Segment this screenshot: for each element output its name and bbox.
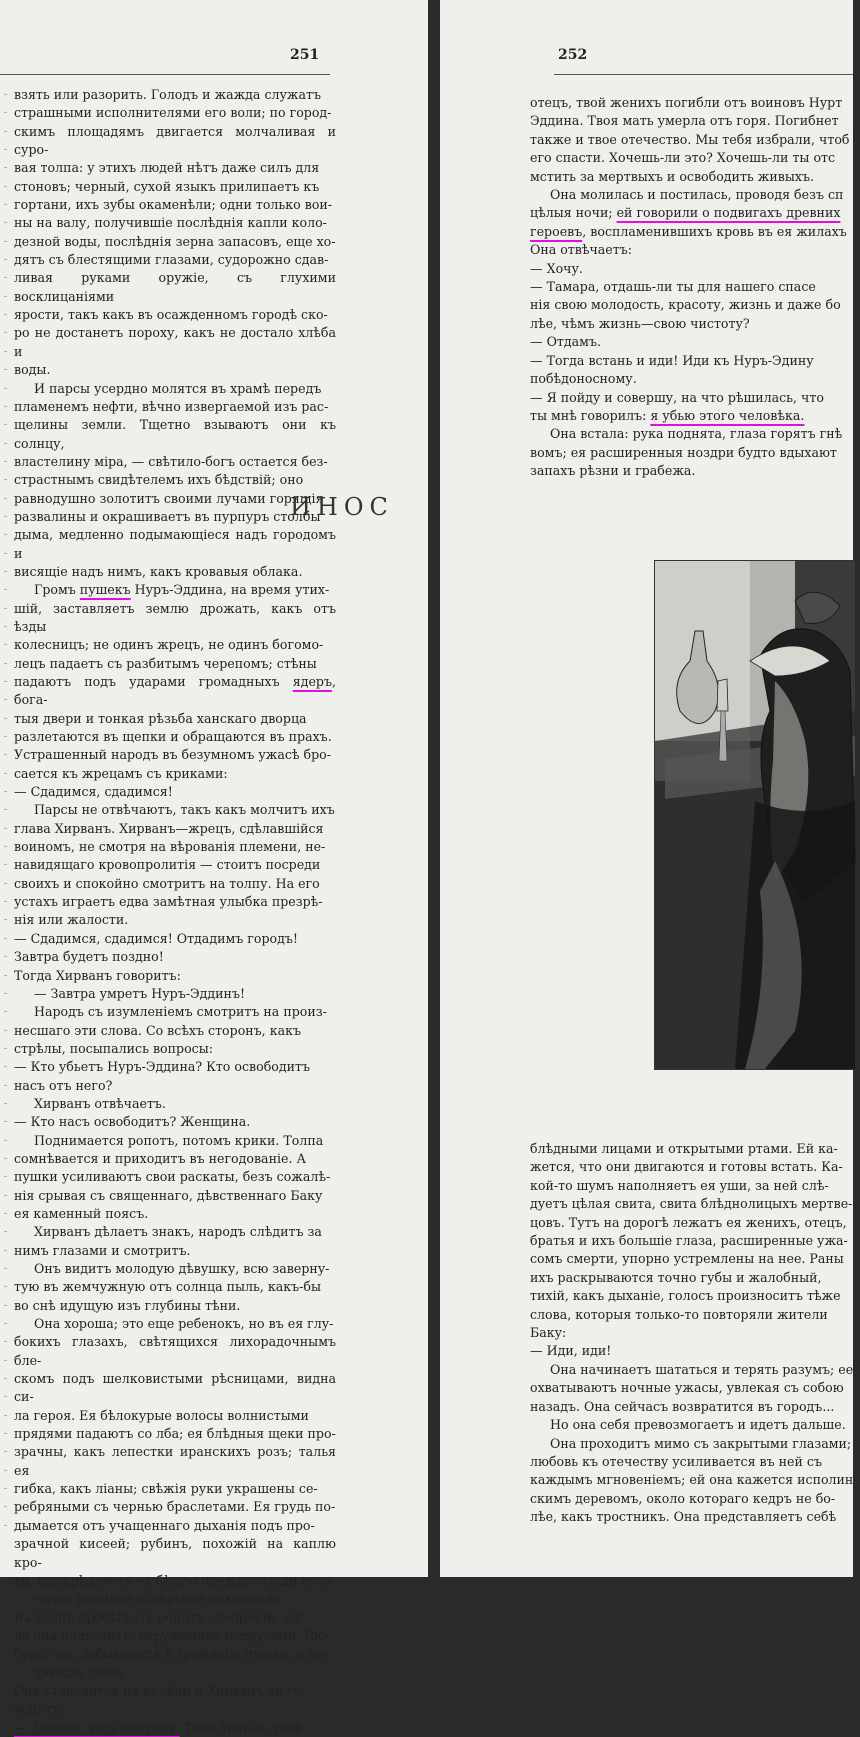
text-line: Въ толпѣ пробѣгаетъ ропотъ одобренія, ког- — [14, 1609, 309, 1625]
margin-mark: - — [4, 1447, 8, 1458]
text-line: вомъ; ея расширенныя ноздри будто вдыхают — [530, 444, 837, 460]
text-line: Она начинаетъ шататься и терять разумъ; ее — [550, 1361, 854, 1377]
text-line: сается къ жрецамъ съ криками: — [14, 765, 228, 781]
margin-mark: - — [4, 1117, 8, 1128]
margin-mark: - — [4, 200, 8, 211]
text-line: нія срывая съ священнаго, дѣвственнаго Баку — [14, 1187, 323, 1203]
text-line: стоновъ; черный, сухой языкъ прилипаетъ къ — [14, 178, 320, 194]
text-line: дыма, медленно подымающіеся надъ городомъ и — [14, 527, 336, 561]
margin-mark: - — [4, 1264, 8, 1274]
margin-mark: - — [4, 677, 8, 687]
margin-mark: - — [4, 1319, 8, 1330]
text-line: — Завтра умретъ Нуръ-Эддинъ! — [34, 985, 246, 1001]
margin-mark: - — [4, 1153, 8, 1164]
margin-mark: - — [4, 585, 8, 596]
text-line: ея каменный поясъ. — [14, 1205, 149, 1221]
margin-mark: - — [4, 126, 8, 137]
margin-mark: - — [4, 952, 8, 963]
text-line: глава Хирванъ. Хирванъ—жрецъ, сдѣлавшійся — [14, 820, 324, 836]
text-line: Хирванъ отвѣчаетъ. — [34, 1095, 166, 1111]
text-line: дуетъ цѣлая свита, свита блѣднолицыхъ мертве- — [530, 1196, 853, 1212]
text-line: отецъ, твой женихъ погибли отъ воиновъ Нурт — [530, 95, 843, 110]
text-line: Парсы не отвѣчаютъ, такъ какъ молчитъ ихъ — [34, 802, 335, 818]
text-line: ливая руками оружіе, съ глухими восклицаніями — [14, 270, 336, 304]
margin-mark: - — [4, 640, 8, 651]
text-line: страстнымъ свидѣтелемъ ихъ бѣдствій; оно — [14, 472, 304, 488]
text-line: сомъ смерти, упорно устремлены на нее. Раны — [530, 1251, 844, 1267]
text-line: запахъ рѣзни и грабежа. — [530, 463, 696, 479]
section-heading: ИНОС — [290, 493, 394, 521]
margin-mark: - — [4, 621, 8, 632]
margin-mark: - — [4, 420, 8, 431]
text-line: Поднимается ропотъ, потомъ крики. Толпа — [34, 1132, 324, 1148]
margin-mark: - — [4, 273, 8, 284]
margin-mark: - — [4, 1080, 8, 1091]
margin-mark: - — [4, 1337, 8, 1348]
text-line: насъ отъ него? — [14, 1077, 113, 1093]
text-line: Завтра будетъ поздно! — [14, 949, 164, 965]
highlight-underline: пушекъ — [79, 582, 131, 598]
text-line: Она молилась и постилась, проводя безъ сп — [550, 187, 844, 203]
text-line: властелину міра, — свѣтило-богъ остается без- — [14, 453, 328, 469]
text-line: скомъ подъ шелковистыми рѣсницами, видна си- — [14, 1371, 336, 1405]
text-line: Она проходитъ мимо съ закрытыми глазами; — [550, 1435, 852, 1451]
text-line: слова, которыя только-то повторяли жители — [530, 1306, 828, 1322]
text-line: его спасти. Хочешь-ли это? Хочешь-ли ты отс — [530, 150, 836, 166]
margin-mark: - — [4, 456, 8, 467]
text-line: — Я пойду и совершу, на что рѣшилась, что — [530, 389, 824, 405]
highlight-underline: ядеръ — [292, 674, 332, 689]
text-line: навидящаго кровопролитія — стоитъ посреди — [14, 857, 321, 873]
left-margin-marks — [4, 86, 14, 1535]
text-line: стрѣлы, посыпались вопросы: — [14, 1040, 213, 1056]
text-line: нія или жалости. — [14, 912, 129, 928]
margin-mark: - — [4, 1227, 8, 1238]
text-line: также и твое отечество. Мы тебя избрали, чтоб — [530, 131, 850, 147]
text-line: — Отдамъ. — [530, 334, 601, 350]
text-line: Тогда Хирванъ говоритъ: — [14, 967, 181, 983]
text-line: лѣе, чѣмъ жизнь—свою чистоту? — [530, 315, 750, 331]
text-line: прядями падаютъ со лба; ея блѣдныя щеки про- — [14, 1426, 336, 1442]
margin-mark: - — [4, 1300, 8, 1311]
text-line: — Сдадимся, сдадимся! — [14, 784, 173, 800]
text-line: зрачны, какъ лепестки иранскихъ розъ; талья ея — [14, 1444, 336, 1478]
margin-mark: - — [4, 768, 8, 779]
margin-mark: - — [4, 658, 8, 669]
text-line: гибка, какъ ліаны; свѣжія руки украшены се- — [14, 1481, 318, 1497]
text-line: кой-то шумъ наполняетъ ея уши, за ней слѣ- — [530, 1177, 829, 1193]
text-line: братья и ихъ большіе глаза, расширенные ужа- — [530, 1233, 848, 1249]
engraving-illustration — [654, 560, 855, 1070]
illustration-svg — [655, 561, 855, 1069]
margin-mark: - — [4, 90, 8, 100]
margin-mark: - — [4, 218, 8, 229]
text-line: буясь ею, забываются и громящіе пушки, и па- — [14, 1646, 329, 1662]
text-line: ребряными съ чернью браслетами. Ея грудь по- — [14, 1499, 336, 1515]
left-text-column — [14, 86, 336, 1737]
text-line: Хирванъ дѣлаетъ знакъ, народъ слѣдитъ за — [34, 1224, 322, 1240]
margin-mark: - — [4, 1355, 8, 1366]
text-line: ярости, такъ какъ въ осажденномъ городѣ ско- — [14, 307, 328, 323]
text-line: любовь къ отечеству усиливается въ ней съ — [530, 1453, 822, 1469]
text-line: воды. — [14, 362, 51, 378]
text-line: лѣе, какъ тростникъ. Она представляетъ себѣ — [530, 1509, 837, 1525]
text-line: — Тамара, часъ насталъ. Твои братья, твой — [14, 1719, 303, 1735]
text-line: блѣдными лицами и открытыми ртами. Ей ка- — [530, 1141, 838, 1156]
margin-mark: - — [4, 310, 8, 321]
text-line: — Кто убьетъ Нуръ-Эддина? Кто освободитъ — [14, 1059, 310, 1075]
text-line: жется, что они двигаются и готовы встать. Ка- — [530, 1159, 843, 1175]
text-line: Баку: — [530, 1325, 567, 1341]
text-line: устахъ играетъ едва замѣтная улыбка презрѣ- — [14, 894, 323, 910]
margin-mark: - — [4, 1429, 8, 1440]
text-line: зрачной кисеей; рубинъ, похожій на каплю кро- — [14, 1536, 336, 1570]
margin-mark: - — [4, 695, 8, 706]
margin-mark: - — [4, 328, 8, 339]
text-line: Громъ пушекъ Нуръ-Эддина, на время утих- — [34, 582, 330, 598]
margin-mark: - — [4, 530, 8, 541]
text-line: Она встала: рука поднята, глаза горятъ гнѣ — [550, 426, 843, 442]
text-line: — Тогда встань и иди! Иди къ Нуръ-Эдину — [530, 352, 814, 368]
margin-mark: - — [4, 1282, 8, 1293]
text-line: колесницъ; не одинъ жрецъ, не одинъ богомо- — [14, 637, 324, 653]
margin-mark: - — [4, 1392, 8, 1403]
text-line: Она отвѣчаетъ: — [530, 242, 632, 258]
text-line: — Тамара, отдашь-ли ты для нашего спасе — [530, 279, 816, 295]
text-line: — Хочу. — [530, 260, 583, 276]
text-line: — Иди, иди! — [530, 1343, 612, 1359]
margin-mark: - — [4, 145, 8, 156]
highlight-underline: я убью этого человѣка. — [650, 407, 805, 423]
text-line: скимъ деревомъ, около котораго кедръ не бо- — [530, 1490, 836, 1506]
margin-mark: - — [4, 1190, 8, 1201]
text-line: охватываютъ ночные ужасы, увлекая съ собою — [530, 1380, 844, 1396]
page-number-right: 252 — [558, 47, 588, 63]
text-line: цѣлыя ночи; ей говорили о подвигахъ древних — [530, 205, 841, 221]
margin-mark: - — [4, 1025, 8, 1036]
margin-mark: - — [4, 1245, 8, 1256]
margin-mark: - — [4, 1043, 8, 1054]
margin-mark: - — [4, 1502, 8, 1513]
margin-mark: - — [4, 860, 8, 871]
text-line: ты мнѣ говорилъ: я убью этого человѣка. — [530, 407, 805, 423]
left-page — [0, 0, 428, 1735]
margin-mark: - — [4, 933, 8, 944]
text-line: гортани, ихъ зубы окаменѣли; одни только вои- — [14, 197, 333, 213]
text-line: Но она себя превозмогаетъ и идетъ дальше. — [550, 1417, 846, 1433]
margin-mark: - — [4, 713, 8, 724]
page-number-left: 251 — [290, 47, 320, 63]
text-line: героевъ, воспламенившихъ кровь въ ея жилахъ — [530, 223, 847, 239]
text-line: тыя двери и тонкая рѣзьба ханскаго дворца — [14, 710, 307, 726]
text-line: падаютъ подъ ударами громадныхъ ядеръ, бога- — [14, 674, 336, 708]
margin-mark: - — [4, 1465, 8, 1476]
margin-mark: - — [4, 787, 8, 798]
margin-mark: - — [4, 493, 8, 504]
text-line: пламенемъ нефти, вѣчно извергаемой изъ рас- — [14, 398, 329, 414]
margin-mark: - — [4, 383, 8, 394]
text-line: висящіе надъ нимъ, какъ кровавыя облака. — [14, 563, 303, 579]
text-line: бокихъ глазахъ, свѣтящихся лихорадочнымъ бле- — [14, 1334, 336, 1368]
text-line: своихъ и спокойно смотритъ на толпу. На его — [14, 875, 320, 891]
margin-mark: - — [4, 548, 8, 559]
margin-mark: - — [4, 401, 8, 412]
text-line: ви, прикрѣпляетъ ея бѣлую одежду; сзади воло- — [14, 1572, 336, 1588]
text-line: дающіе люди. — [34, 1664, 127, 1680]
text-line: ро не достанетъ пороху, какъ не достало хлѣба и — [14, 325, 336, 359]
text-line: каждымъ мгновеніемъ; ей она кажется исполин- — [530, 1472, 858, 1488]
margin-mark: - — [4, 108, 8, 119]
margin-mark: - — [4, 1484, 8, 1495]
text-line: развалины и окрашиваетъ въ пурпуръ столбы — [14, 508, 321, 524]
text-line: ны на валу, получившіе послѣднія капли коло- — [14, 215, 327, 231]
right-text-column-bottom — [530, 1140, 860, 1527]
highlight-underline: героевъ — [530, 223, 583, 239]
highlight-underline: ей говорили о подвигахъ древних — [616, 205, 841, 221]
margin-mark: - — [4, 988, 8, 999]
margin-mark: - — [4, 915, 8, 926]
text-line: чится длинное обьярское покрывало. — [34, 1591, 285, 1607]
margin-mark: - — [4, 805, 8, 816]
text-line: — Кто насъ освободитъ? Женщина. — [14, 1114, 251, 1130]
margin-mark: - — [4, 1172, 8, 1183]
text-line: Онъ видитъ молодую дѣвушку, всю заверну- — [34, 1261, 330, 1276]
margin-mark: - — [4, 346, 8, 357]
text-line: шій, заставляетъ землю дрожать, какъ отъ ѣзды — [14, 600, 336, 634]
margin-mark: - — [4, 1208, 8, 1219]
margin-mark: - — [4, 823, 8, 834]
margin-mark: - — [4, 255, 8, 266]
text-line: дезной воды, послѣднія зерна запасовъ, еще хо- — [14, 233, 336, 249]
text-line: равнодушно золотитъ своими лучами горящія — [14, 490, 324, 506]
text-line: И парсы усердно молятся въ храмѣ передъ — [34, 380, 322, 396]
text-line: побѣдоносному. — [530, 371, 637, 387]
text-line: нія свою молодость, красоту, жизнь и даже бо — [530, 297, 841, 313]
text-line: воритъ: — [14, 1701, 65, 1717]
text-line: назадъ. Она сейчасъ возвратится въ городъ... — [530, 1398, 835, 1414]
margin-mark: - — [4, 236, 8, 247]
text-line: скимъ площадямъ двигается молчаливая и суро- — [14, 123, 336, 158]
text-line: Она хороша; это еще ребенокъ, но въ ея глу- — [34, 1316, 334, 1332]
text-line: тихій, какъ дыханіе, голосъ произноситъ тѣже — [530, 1288, 841, 1304]
text-line: дятъ съ блестящими глазами, судорожно сдав- — [14, 252, 329, 268]
text-line: во снѣ идущую изъ глубины тѣни. — [14, 1297, 241, 1313]
text-line: — Сдадимся, сдадимся! Отдадимъ городъ! — [14, 930, 298, 946]
text-line: ла героя. Ея бѣлокурые волосы волнистыми — [14, 1407, 309, 1423]
margin-mark: - — [4, 1410, 8, 1421]
text-line: несшаго эти слова. Со всѣхъ сторонъ, какъ — [14, 1022, 301, 1038]
margin-mark: - — [4, 1098, 8, 1109]
text-line: нимъ глазами и смотритъ. — [14, 1242, 191, 1258]
margin-mark: - — [4, 750, 8, 761]
margin-mark: - — [4, 970, 8, 981]
text-line: ихъ раскрываются точно губы и жалобный, — [530, 1269, 822, 1285]
margin-mark: - — [4, 732, 8, 743]
text-line: Устрашенный народъ въ безумномъ ужасѣ бро- — [14, 747, 332, 763]
text-line: Эддина. Твоя мать умерла отъ горя. Погибнет — [530, 113, 839, 129]
margin-mark: - — [4, 566, 8, 577]
text-line: лецъ падаетъ съ разбитымъ черепомъ; стѣны — [14, 655, 317, 671]
text-line: Она становится на колѣни и Хирванъ ей го- — [14, 1682, 307, 1698]
text-line: тую въ жемчужную отъ солнца пыль, какъ-бы — [14, 1279, 321, 1295]
text-line: воиномъ, не смотря на вѣрованія племени, не- — [14, 839, 326, 855]
margin-mark: - — [4, 1520, 8, 1531]
text-line: дымается отъ учащеннаго дыханія подъ про- — [14, 1517, 315, 1533]
margin-mark: - — [4, 1007, 8, 1018]
margin-mark: - — [4, 878, 8, 889]
text-line: пушки усиливаютъ свои раскаты, безъ сожалѣ- — [14, 1169, 331, 1185]
margin-mark: - — [4, 163, 8, 174]
margin-mark: - — [4, 181, 8, 192]
text-line: да она подходитъ, окруженная подругами. Лю- — [14, 1627, 330, 1643]
right-text-column-top — [530, 94, 860, 481]
margin-mark: - — [4, 1374, 8, 1385]
margin-mark: - — [4, 475, 8, 486]
text-line: вая толпа: у этихъ людей нѣтъ даже силъ для — [14, 160, 320, 176]
margin-mark: - — [4, 511, 8, 522]
margin-mark: - — [4, 438, 8, 449]
text-line: Народъ съ изумленіемъ смотритъ на произ- — [34, 1004, 327, 1020]
margin-mark: - — [4, 365, 8, 376]
margin-mark: - — [4, 1062, 8, 1073]
text-line: взять или разорить. Голодъ и жажда служатъ — [14, 87, 321, 102]
text-line: цовъ. Тутъ на дорогѣ лежатъ ея женихъ, отецъ, — [530, 1214, 847, 1230]
text-line: мстить за мертвыхъ и освободить живыхъ. — [530, 168, 814, 184]
text-line: страшными исполнителями его воли; по город- — [14, 105, 332, 121]
margin-mark: - — [4, 842, 8, 853]
margin-mark: - — [4, 291, 8, 302]
highlight-underline: — Тамара, часъ насталъ. — [14, 1719, 180, 1735]
margin-mark: - — [4, 897, 8, 908]
text-line: разлетаются въ щепки и обращаются въ прахъ. — [14, 729, 332, 745]
text-line: щелины земли. Тщетно взываютъ они къ солнцу, — [14, 417, 336, 451]
text-line: сомнѣвается и приходитъ въ негодованіе. А — [14, 1150, 306, 1166]
margin-mark: - — [4, 603, 8, 614]
margin-mark: - — [4, 1135, 8, 1146]
header-rule-left — [0, 74, 330, 75]
header-rule-right — [554, 74, 853, 75]
